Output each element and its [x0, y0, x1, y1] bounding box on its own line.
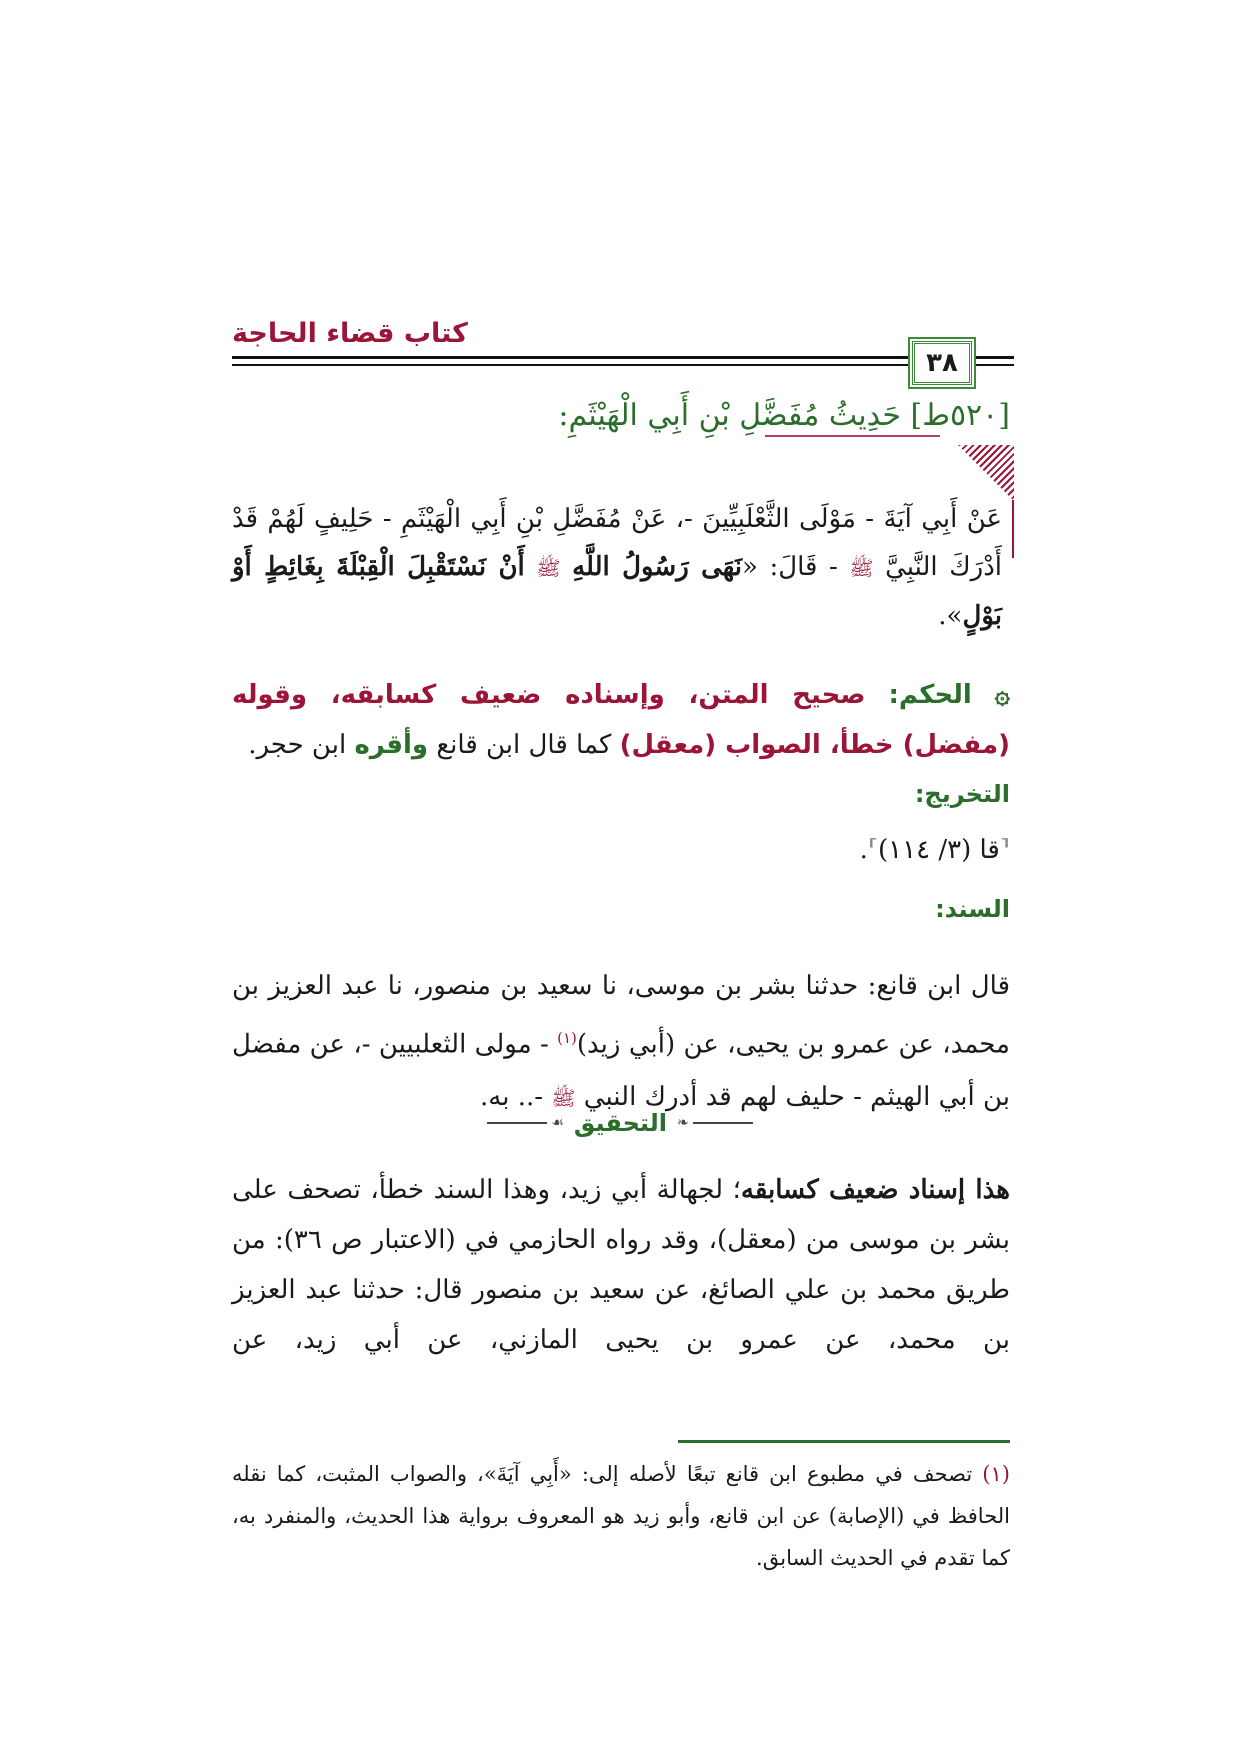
- sanad-part2: - مولى الثعلبيين -، عن مفضل بن أبي الهيثم - حليف لهم قد أدرك النبي: [232, 1029, 1010, 1112]
- footnote-reference[interactable]: (١): [557, 1029, 577, 1047]
- ruling-aqarrahu: وأقره: [354, 730, 429, 760]
- header-rule-right-bottom: [984, 364, 1010, 366]
- ruling-paragraph: [232, 670, 1010, 770]
- hadith-end: ».: [938, 601, 963, 631]
- salawat-symbol: ﷺ: [849, 556, 874, 580]
- corner-ornament: [958, 445, 1014, 501]
- bracket-close: ⸣: [867, 835, 879, 865]
- footnote-number: (١): [982, 1462, 1010, 1486]
- corner-ornament-line: [1012, 500, 1014, 558]
- book-title: كتاب قضاء الحاجة: [232, 318, 468, 349]
- sanad-text: [232, 960, 1010, 1124]
- takhrij-end: .: [859, 835, 868, 865]
- divider-line-right: [693, 1122, 753, 1124]
- header-rule-top: [232, 356, 1014, 359]
- header-rule-right-top: [984, 356, 1010, 359]
- footnote-text: تصحف في مطبوع ابن قانع تبعًا لأصله إلى: «أَبِي آيَةَ»، والصواب المثبت، كما نقله الحافظ في (الإصابة) عن ابن قانع، وأبو زيد هو المعروف برواية هذا الحديث، والمنفرد به، كما تقدم في الحديث السابق.: [232, 1462, 1010, 1570]
- hadith-part2: - قَالَ: «: [742, 552, 838, 582]
- hadith-text: [232, 495, 1002, 640]
- hadith-matn-1: نَهَى رَسُولُ اللَّهِ: [572, 552, 743, 582]
- tahqiq-divider: [420, 1103, 820, 1143]
- heading-underline: [765, 435, 940, 437]
- tahqiq-body: ؛ لجهالة أبي زيد، وهذا السند خطأ، تصحف على بشر بن موسى من (معقل)، وقد رواه الحازمي في (الاعتبار ص ٣٦): من طريق محمد بن علي الصائغ، عن سعيد بن منصور قال: حدثنا عبد العزيز بن محمد، عن عمرو بن يحيى المازني، عن أبي زيد، عن: [232, 1175, 1011, 1355]
- hadith-part1: عَنْ أَبِي آيَةَ - مَوْلَى الثَّعْلَبِيِّينَ -، عَنْ مُفَضَّلِ بْنِ أَبِي الْهَيْثَمِ - حَلِيفٍ لَهُمْ قَدْ أَدْرَكَ النَّبِيَّ: [232, 504, 1002, 582]
- header-rule-bottom: [232, 364, 1014, 366]
- takhrij-ref: قا (٣/ ١١٤): [878, 835, 1000, 865]
- hadith-heading: [300, 398, 1010, 433]
- tahqiq-text: [232, 1165, 1010, 1365]
- hadith-matn-2: أَنْ نَسْتَقْبِلَ الْقِبْلَةَ بِغَائِطٍ أَوْ بَوْلٍ: [232, 552, 1002, 631]
- footnote-rule: [678, 1440, 1010, 1443]
- sanad-part1: قال ابن قانع: حدثنا بشر بن موسى، نا سعيد بن منصور، نا عبد العزيز بن محمد، عن عمرو بن يحيى، عن (أبي زيد): [232, 971, 1010, 1060]
- ruling-text-3: ابن حجر.: [248, 730, 347, 760]
- sanad-part3: -.. به.: [480, 1081, 544, 1112]
- divider-ornament-icon-2: ☙: [551, 1115, 564, 1131]
- flower-ornament-icon: ۞: [994, 680, 1011, 710]
- takhrij-label: التخريج:: [914, 780, 1010, 808]
- page-number: ٣٨: [926, 348, 958, 378]
- ruling-text-2: كما قال ابن قانع: [436, 730, 612, 760]
- tahqiq-bold: هذا إسناد ضعيف كسابقه: [740, 1175, 1010, 1205]
- salawat-symbol-3: ﷺ: [551, 1085, 576, 1110]
- ruling-label: الحكم:: [888, 680, 972, 710]
- divider-ornament-icon: ❧: [676, 1115, 689, 1131]
- hadith-number: [٥٢٠ط]: [910, 398, 1010, 433]
- tahqiq-title: التحقيق: [573, 1109, 667, 1137]
- hadith-title: حَدِيثُ مُفَضَّلِ بْنِ أَبِي الْهَيْثَمِ:: [558, 398, 901, 433]
- footnote: [232, 1453, 1010, 1579]
- sanad-label: السند:: [935, 895, 1010, 923]
- takhrij-reference: [610, 835, 1010, 865]
- bracket-open: ⸢: [999, 835, 1010, 865]
- page-number-frame: [908, 337, 976, 389]
- divider-line-left: [487, 1122, 547, 1124]
- salawat-symbol-2: ﷺ: [536, 556, 561, 580]
- ruling-verdict: صحيح المتن، وإسناده ضعيف كسابقه، وقوله (مفضل) خطأ، الصواب (معقل): [232, 680, 1010, 760]
